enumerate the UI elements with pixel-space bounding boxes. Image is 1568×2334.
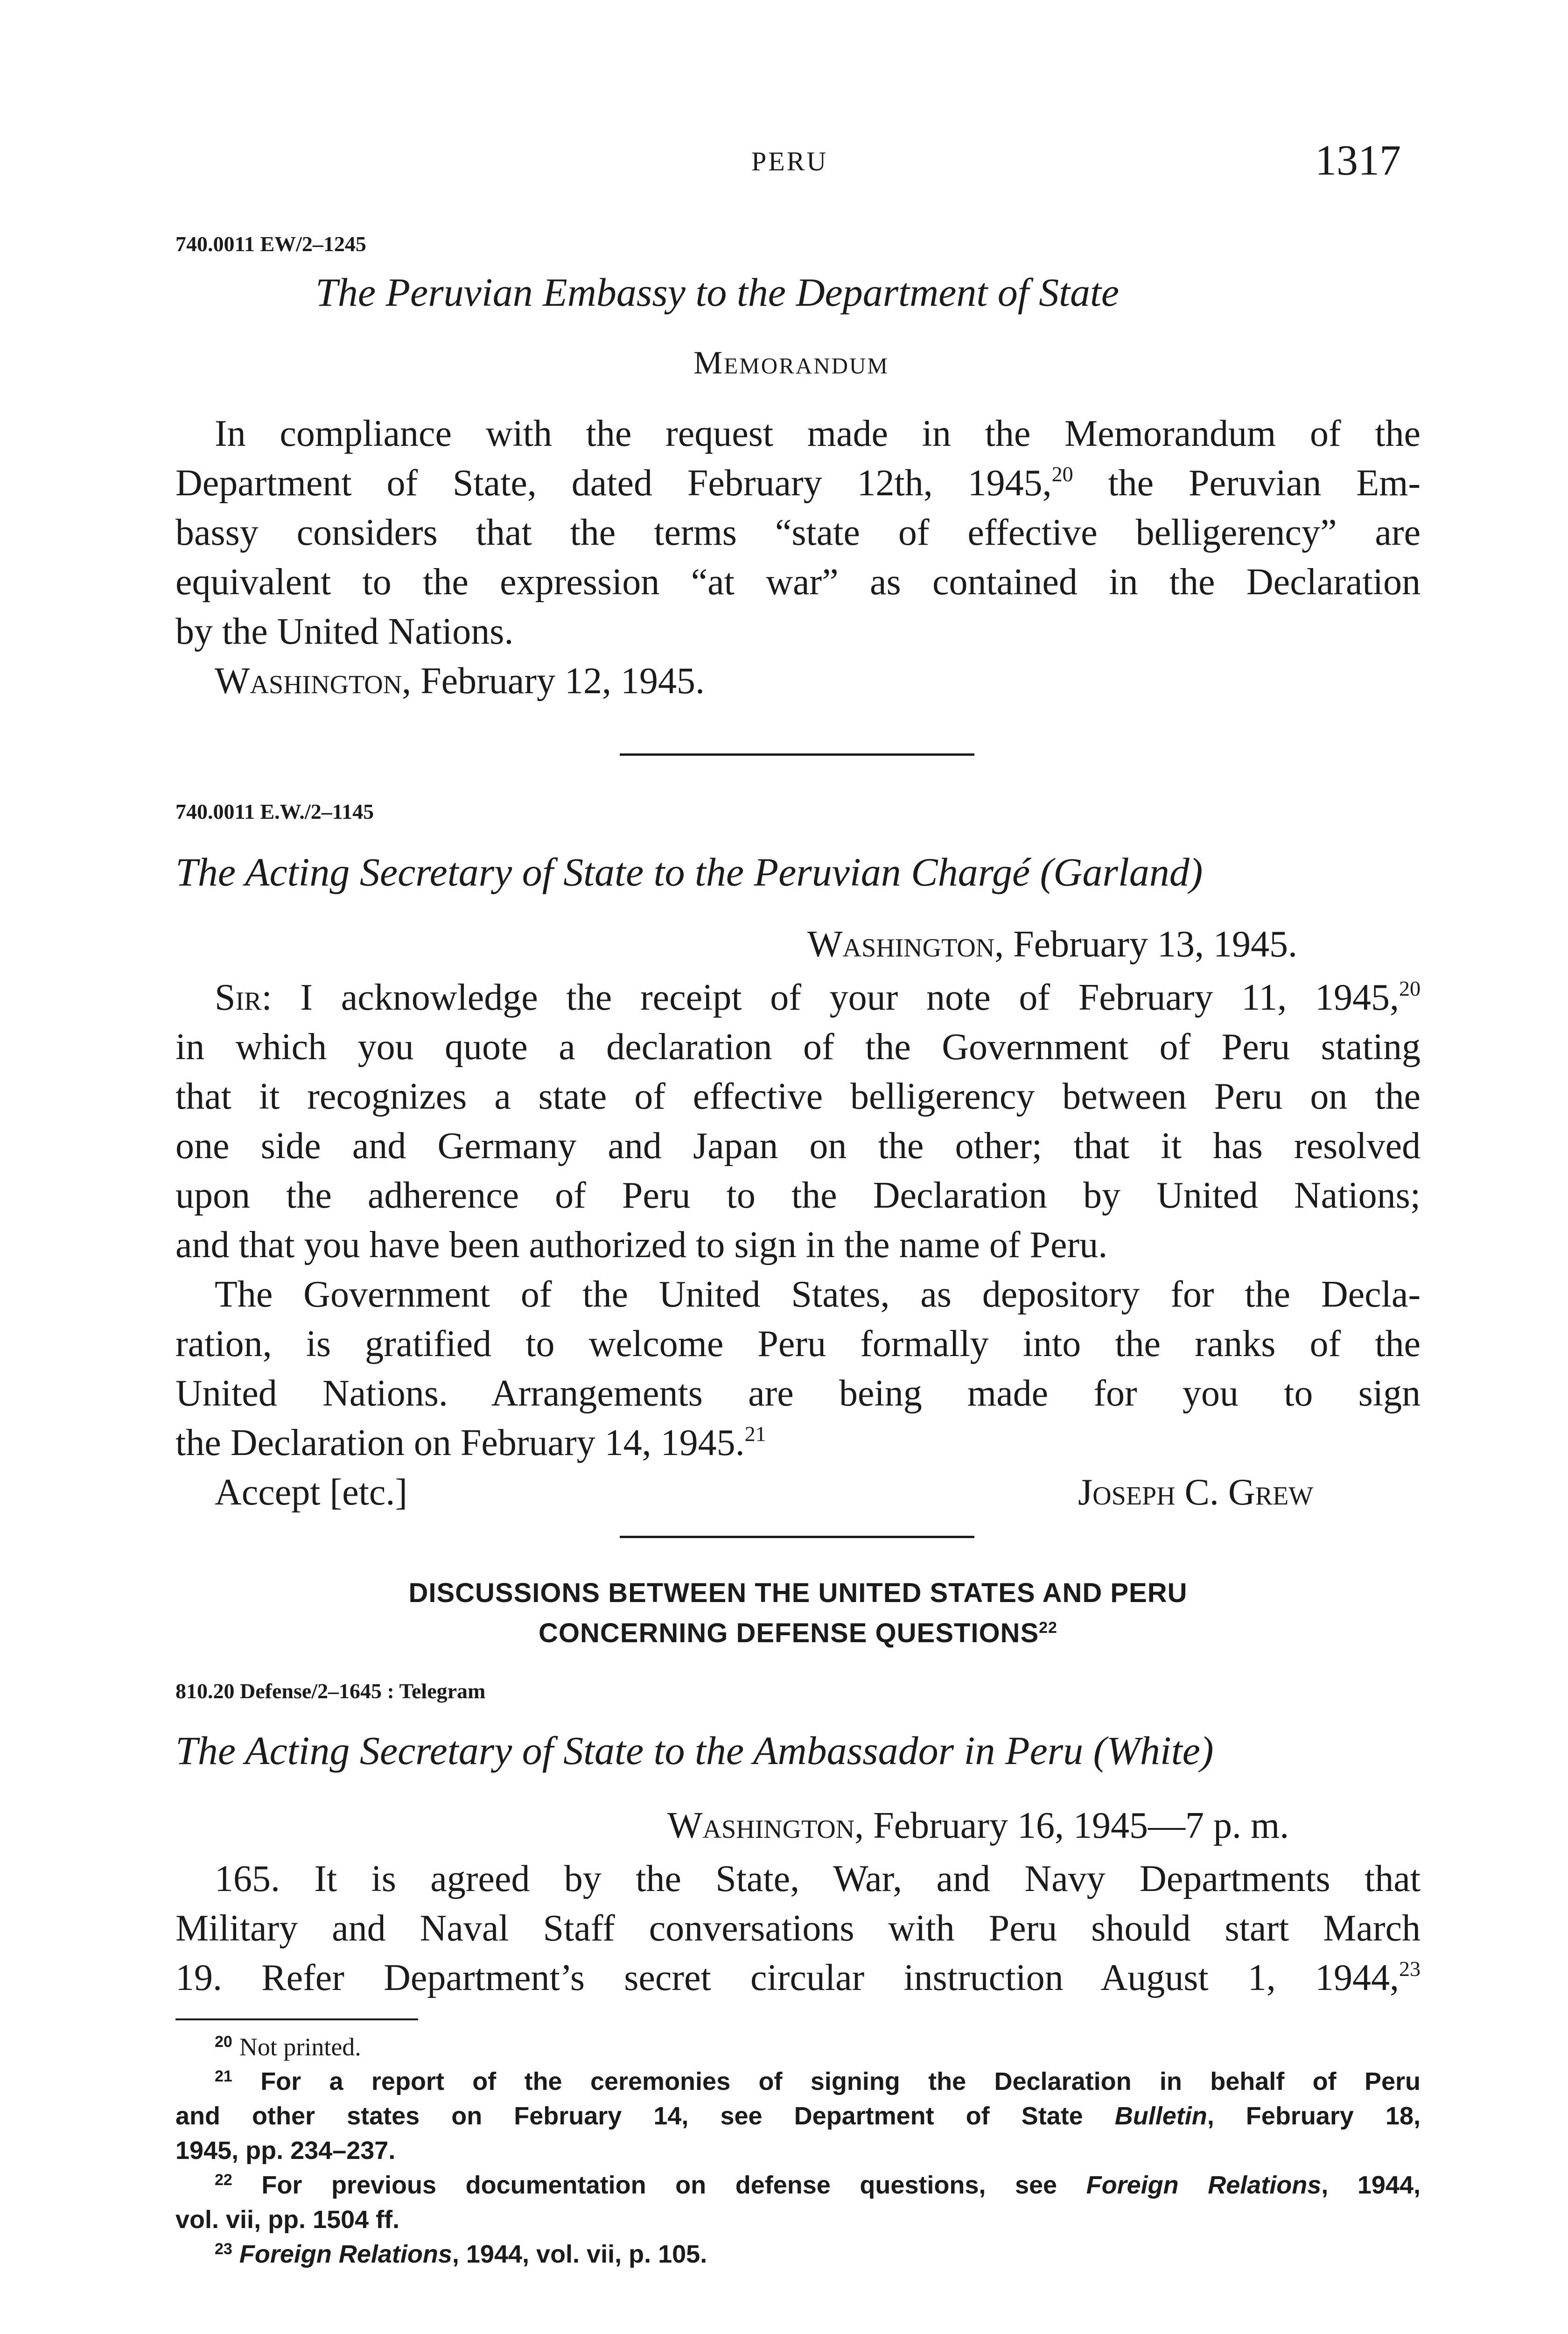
footnote-ref[interactable]: 22: [1039, 1619, 1057, 1637]
signature: Joseph C. Grew: [1078, 1472, 1314, 1513]
footnote-rule: [175, 2018, 418, 2020]
document-heading: The Acting Secretary of State to the Peruvian Chargé (Garland): [175, 850, 1203, 894]
footnote-ref[interactable]: 21: [744, 1422, 766, 1446]
text-line: the Declaration on February 14, 1945.21: [175, 1422, 766, 1463]
memorandum-body: [175, 409, 1421, 706]
file-reference: 810.20 Defense/2–1645 : Telegram: [175, 1679, 486, 1703]
footnote: $^{21}$ For a report of the ceremonies of signing the Declaration in behalf of Peru: [215, 2067, 1421, 2095]
footnote: $^{20}$ Not printed.: [215, 2033, 361, 2061]
text-line: The Government of the United States, as depository for the Decla-: [215, 1274, 1421, 1315]
text-line: upon the adherence of Peru to the Declaration by United Nations;: [175, 1175, 1421, 1216]
footnotes: [175, 2030, 1421, 2271]
telegram-body: [175, 1854, 1421, 2003]
text-line: Sir: I acknowledge the receipt of your note of February 11, 1945,20: [215, 977, 1421, 1018]
footnote-continuation: vol. vii, pp. 1504 ff.: [175, 2206, 400, 2234]
text-line: 165. It is agreed by the State, War, and Navy Departments that: [215, 1858, 1421, 1899]
text-line: Military and Naval Staff conversations with Peru should start March: [175, 1908, 1421, 1949]
footnote: $^{22}$ For previous documentation on defense questions, see Foreign Relations, 1944,: [215, 2171, 1421, 2199]
text-line: United Nations. Arrangements are being made for you to sign: [175, 1373, 1421, 1414]
dateline: Washington, February 16, 1945—7 p. m.: [667, 1805, 1289, 1846]
text-line: 19. Refer Department’s secret circular instruction August 1, 1944,23: [175, 1957, 1421, 1998]
text-line: by the United Nations.: [175, 611, 514, 652]
page-number: 1317: [1315, 136, 1401, 184]
text-line: and that you have been authorized to sign in the name of Peru.: [175, 1224, 1108, 1265]
text-line: equivalent to the expression “at war” as contained in the Declaration: [175, 562, 1421, 603]
text-line: that it recognizes a state of effective belligerency between Peru on the: [175, 1076, 1421, 1117]
memorandum-label: Memorandum: [693, 345, 889, 381]
footnote-ref[interactable]: 20: [1051, 462, 1073, 486]
closing: Accept [etc.]: [215, 1472, 408, 1513]
document-heading: The Acting Secretary of State to the Ambassador in Peru (White): [175, 1728, 1214, 1773]
document-heading: The Peruvian Embassy to the Department of State: [315, 270, 1120, 315]
section-title: DISCUSSIONS BETWEEN THE UNITED STATES AND PERU CONCERNING DEFENSE QUESTIONS$^{22}$: [408, 1578, 1188, 1648]
text-line: one side and Germany and Japan on the other; that it has resolved: [175, 1125, 1421, 1167]
file-reference: 740.0011 EW/2–1245: [175, 232, 366, 256]
text-line: Department of State, dated February 12th, 1945,20 the Peruvian Em-: [175, 462, 1421, 504]
letter-body: [175, 973, 1421, 1468]
text-line: In compliance with the request made in the Memorandum of the: [215, 413, 1421, 454]
text-line: ration, is gratified to welcome Peru formally into the ranks of the: [175, 1323, 1421, 1364]
footnote-ref[interactable]: 20: [1399, 977, 1421, 1000]
dateline: Washington, February 13, 1945.: [807, 924, 1297, 965]
footnote-continuation: and other states on February 14, see Department of State Bulletin, February 18,: [175, 2102, 1421, 2130]
section-divider: [620, 753, 974, 756]
footnote-continuation: 1945, pp. 234–237.: [175, 2137, 396, 2165]
section-divider: [620, 1536, 974, 1538]
file-reference: 740.0011 E.W./2–1145: [175, 800, 374, 823]
footnote: $^{23}$ Foreign Relations, 1944, vol. vii, p. 105.: [215, 2240, 707, 2268]
footnote-ref[interactable]: 23: [1399, 1957, 1421, 1981]
running-head: PERU: [751, 146, 828, 176]
text-line: in which you quote a declaration of the Government of Peru stating: [175, 1026, 1421, 1068]
text-line: bassy considers that the terms “state of effective belligerency” are: [175, 512, 1421, 553]
dateline: Washington, February 12, 1945.: [215, 661, 705, 702]
